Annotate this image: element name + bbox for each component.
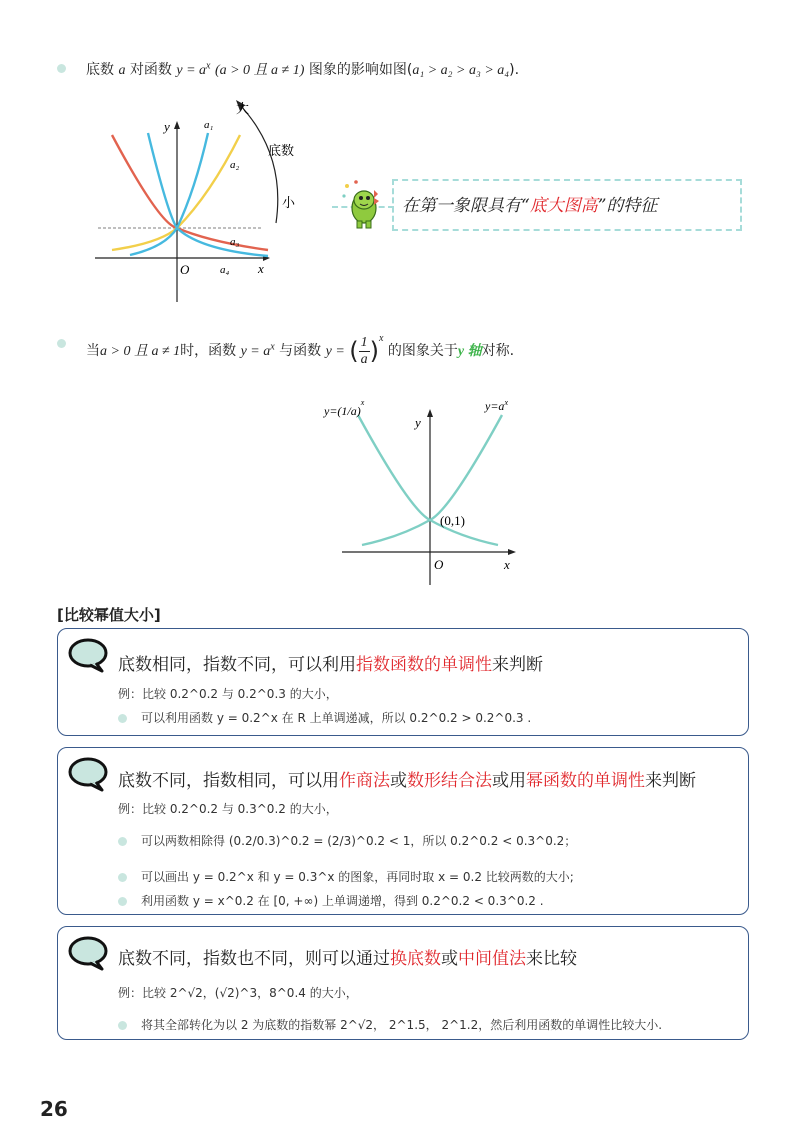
- label-a4: a₄: [220, 264, 230, 276]
- label-right-curve: $y=a^x$: [485, 398, 508, 413]
- base-arrow-arc: [240, 105, 278, 223]
- solution-point: 将其全部转化为以 2 为底数的指数幂 2^√2， 2^1.5， 2^1.2，然后利用函数的单调性比较大小.: [118, 1016, 662, 1033]
- note-text: 在第一象限具有“底大图高”的特征: [402, 196, 658, 216]
- curve-a1: [130, 133, 208, 255]
- speech-bubble-icon: [66, 756, 108, 792]
- bullet-dot: [118, 873, 127, 882]
- origin-label: O: [180, 262, 190, 277]
- speech-bubble-icon: [66, 935, 108, 971]
- origin-label: O: [434, 557, 444, 572]
- base-effect-statement: 底数 a 对函数 $y = a^x$ (a > 0 且 a ≠ 1) 图象的影响如图(a₁ > a₂ > a₃ > a₄).: [86, 60, 520, 78]
- example-line: 例：比较 0.2^0.2 与 0.3^0.2 的大小，: [118, 802, 338, 816]
- rule-title: 底数相同，指数不同，可以利用指数函数的单调性来判断: [118, 655, 543, 675]
- symmetry-statement: 当a > 0 且 a ≠ 1时，函数 $y = a^x$ 与函数 y = ( $\frac{1}{a}$ )$^x$ 的图象关于y 轴对称.: [86, 333, 515, 367]
- example-line: 例：比较 0.2^0.2 与 0.2^0.3 的大小，: [118, 687, 338, 701]
- label-a1: a₁: [204, 119, 214, 131]
- y-axis-label: y: [415, 415, 421, 430]
- x-axis-arrow: [508, 549, 516, 555]
- y-axis-arrow: [427, 409, 433, 417]
- bullet-dot: [57, 64, 66, 73]
- y-axis-arrow: [174, 121, 180, 129]
- arrow-label-base: 底数: [268, 144, 295, 159]
- solution-point: 利用函数 y = x^0.2 在 [0, +∞) 上单调递增，得到 0.2^0.2 < 0.3^0.2 .: [118, 892, 544, 909]
- solution-point: 可以利用函数 y = 0.2^x 在 R 上单调递减，所以 0.2^0.2 > 0.2^0.3 .: [118, 709, 531, 726]
- rule-title: 底数不同，指数也不同，则可以通过换底数或中间值法来比较: [118, 949, 577, 969]
- section-title: [比较幂值大小]: [57, 606, 161, 624]
- point-label: (0,1): [440, 513, 465, 528]
- x-axis-label: x: [258, 261, 264, 276]
- solution-point: 可以两数相除得 (0.2/0.3)^0.2 = (2/3)^0.2 < 1，所以 0.2^0.2 < 0.3^0.2；: [118, 832, 576, 849]
- y-axis-label: y: [164, 119, 170, 134]
- example-line: 例：比较 2^√2，(√2)^3，8^0.4 的大小，: [118, 986, 358, 1000]
- bullet-dot: [118, 837, 127, 846]
- rule-box-different-base-exponent: [57, 926, 749, 1040]
- page-number: 26: [40, 1097, 68, 1121]
- curve-a3: [112, 135, 268, 250]
- rule-box-same-base: [57, 628, 749, 736]
- bullet-dot: [118, 714, 127, 723]
- bullet-dot: [118, 1021, 127, 1030]
- label-a2: a₂: [230, 159, 240, 171]
- solution-point: 可以画出 y = 0.2^x 和 y = 0.3^x 的图象，再同时取 x = 0.2 比较两数的大小;: [118, 868, 574, 885]
- label-left-curve: $y=(1/a)^x$: [324, 398, 365, 418]
- arrow-label-small: 小: [282, 196, 296, 211]
- bullet-dot: [57, 339, 66, 348]
- rule-title: 底数不同，指数相同，可以用作商法或数形结合法或用幂函数的单调性来判断: [118, 771, 696, 791]
- curve-base-a: [362, 415, 502, 545]
- exponential-base-graph: [90, 95, 320, 310]
- curve-reciprocal-base: [358, 415, 498, 545]
- dinosaur-icon: [338, 178, 390, 232]
- speech-bubble-icon: [66, 637, 108, 673]
- bullet-dot: [118, 897, 127, 906]
- rule-box-same-exponent: [57, 747, 749, 915]
- x-axis-label: x: [504, 557, 510, 572]
- curve-a2: [112, 135, 240, 250]
- arrow-label-big: 大: [236, 102, 250, 117]
- symmetry-graph: [320, 385, 535, 590]
- label-a3: a₃: [230, 236, 240, 248]
